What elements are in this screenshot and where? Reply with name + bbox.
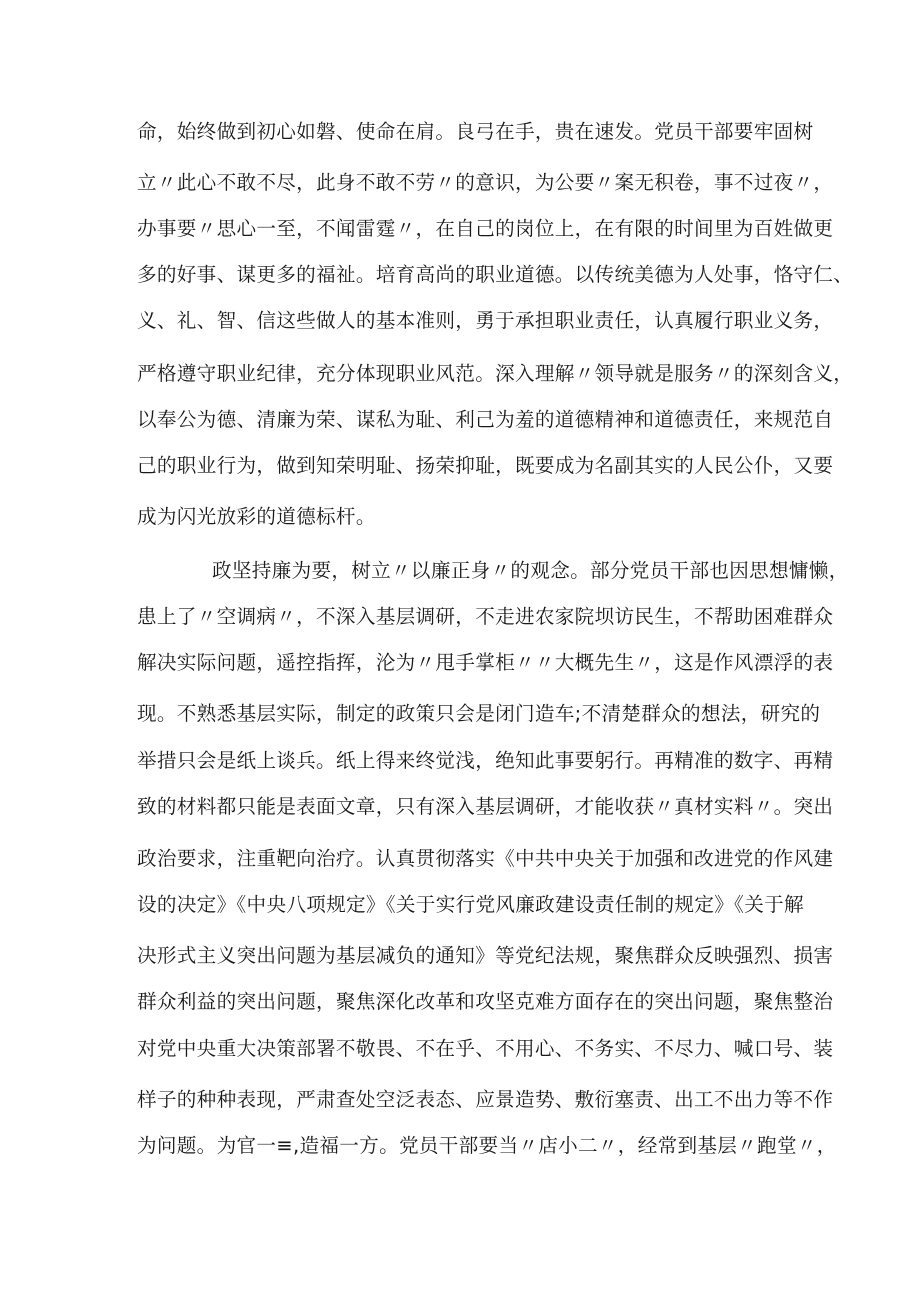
text-line: 成为闪光放彩的道德标杆。 bbox=[137, 505, 376, 528]
text-line: 致的材料都只能是表面文章，只有深入基层调研，才能收获〃真材实料〃。突出 bbox=[137, 795, 834, 818]
text-line: 为问题。为官一≡,造福一方。党员干部要当〃店小二〃，经常到基层〃跑堂〃， bbox=[137, 1134, 837, 1157]
text-line: 设的决定》《中央八项规定》《关于实行党风廉政建设责任制的规定》《关于解 bbox=[137, 893, 804, 916]
text-line: 解决实际问题，遥控指挥，沦为〃甩手掌柜〃〃大概先生〃，这是作风漂浮的表 bbox=[137, 651, 834, 674]
text-line: 患上了〃空调病〃，不深入基层调研，不走进农家院坝访民生，不帮助困难群众 bbox=[137, 605, 834, 628]
text-line: 己的职业行为，做到知荣明耻、扬荣抑耻，既要成为名副其实的人民公仆，又要 bbox=[137, 454, 834, 477]
text-line: 现。不熟悉基层实际，制定的政策只会是闭门造车;不清楚群众的想法，研究的 bbox=[137, 702, 821, 725]
text-line: 举措只会是纸上谈兵。纸上得来终觉浅，绝知此事要躬行。再精准的数字、再精 bbox=[137, 749, 834, 772]
text-line: 命，始终做到初心如磐、使命在肩。良弓在手，贵在速发。党员干部要牢固树 bbox=[137, 120, 814, 143]
text-line: 样子的种种表现，严肃查处空泛表态、应景造势、敷衍塞责、出工不出力等不作 bbox=[137, 1088, 834, 1111]
text-line: 办事要〃思心一至，不闻雷霆〃，在自己的岗位上，在有限的时间里为百姓做更 bbox=[137, 217, 834, 240]
text-line: 对党中央重大决策部署不敬畏、不在乎、不用心、不务实、不尽力、喊口号、装 bbox=[137, 1037, 834, 1060]
text-line: 立〃此心不敢不尽，此身不敢不劳〃的意识，为公要〃案无积卷，事不过夜〃， bbox=[137, 171, 834, 194]
text-line: 政治要求，注重靶向治疗。认真贯彻落实《中共中央关于加强和改进党的作风建 bbox=[137, 847, 834, 870]
text-line: 群众利益的突出问题，聚焦深化改革和攻坚克难方面存在的突出问题，聚焦整治 bbox=[137, 990, 834, 1013]
text-line: 严格遵守职业纪律，充分体现职业风范。深入理解〃领导就是服务〃的深刻含义， bbox=[137, 362, 854, 385]
text-line: 政坚持廉为要，树立〃以廉正身〃的观念。部分党员干部也因思想慵懒， bbox=[212, 559, 849, 582]
text-line: 多的好事、谋更多的福祉。培育高尚的职业道德。以传统美德为人处事，恪守仁、 bbox=[137, 263, 854, 286]
text-line: 以奉公为德、清廉为荣、谋私为耻、利己为羞的道德精神和道德责任，来规范自 bbox=[137, 408, 834, 431]
text-line: 义、礼、智、信这些做人的基本准则，勇于承担职业责任，认真履行职业义务， bbox=[137, 309, 834, 332]
text-line: 决形式主义突出问题为基层减负的通知》等党纪法规，聚焦群众反映强烈、损害 bbox=[137, 944, 834, 967]
